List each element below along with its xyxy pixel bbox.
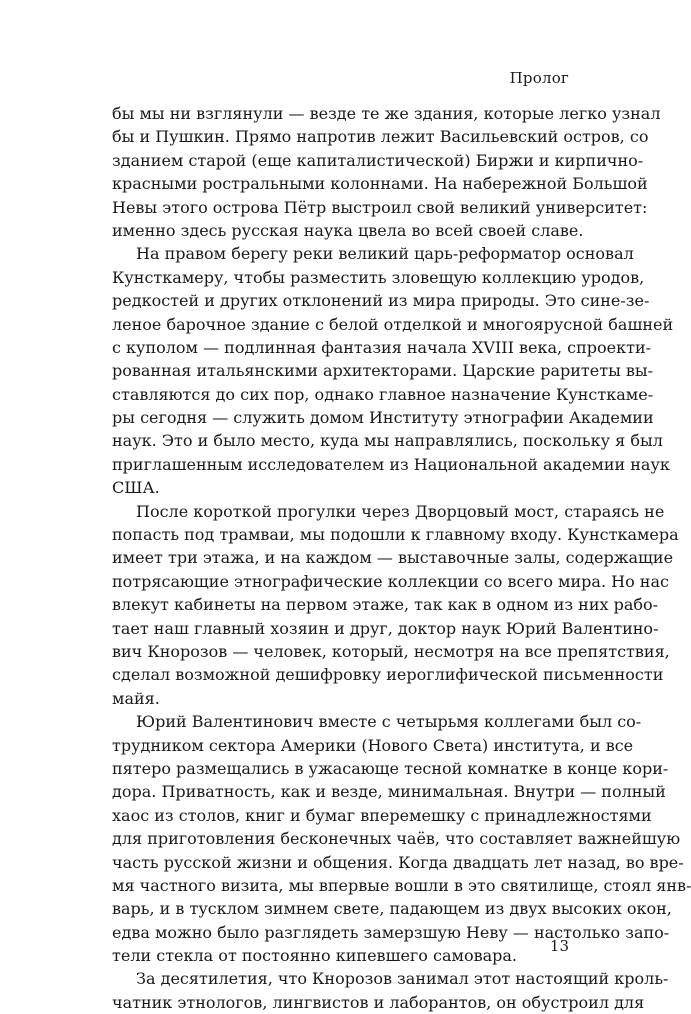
text-line: для приготовления бесконечных чаёв, что составляет важнейшую — [112, 829, 681, 849]
text-line: На правом берегу реки великий царь-реформатор основал — [136, 244, 634, 264]
text-line: трудником сектора Америки (Нового Света) института, и все — [112, 735, 634, 755]
text-line: За десятилетия, что Кнорозов занимал этот настоящий кроль- — [136, 969, 669, 989]
text-line: с куполом — подлинная фантазия начала XVIII века, спроекти- — [112, 337, 652, 357]
paragraph — [112, 102, 661, 242]
text-line: влекут кабинеты на первом этаже, так как в одном из них рабо- — [112, 595, 659, 615]
paragraph — [112, 967, 669, 1014]
text-line: мя частного визита, мы впервые вошли в это святилище, стоял янв- — [112, 875, 691, 895]
text-line: потрясающие этнографические коллекции со всего мира. Но нас — [112, 571, 669, 591]
text-line: После короткой прогулки через Дворцовый мост, стараясь не — [136, 501, 665, 521]
text-line: ставляются до сих пор, однако главное назначение Кунсткаме- — [112, 384, 654, 404]
paragraph — [112, 710, 691, 967]
text-line: тели стекла от постоянно кипевшего самовара. — [112, 946, 517, 966]
text-line: варь, и в тусклом зимнем свете, падающем из двух высоких окон, — [112, 899, 672, 919]
text-line: попасть под трамваи, мы подошли к главному входу. Кунсткамера — [112, 525, 679, 545]
text-line: Юрий Валентинович вместе с четырьмя коллегами был со- — [136, 712, 642, 732]
text-line: США. — [112, 478, 160, 498]
paragraph — [112, 500, 679, 711]
text-line: майя. — [112, 688, 160, 708]
text-line: красными ростральными колоннами. На набережной Большой — [112, 174, 648, 194]
page-number: 13 — [549, 937, 569, 955]
text-line: рованная итальянскими архитекторами. Царские раритеты вы- — [112, 361, 654, 381]
running-header: Пролог — [509, 69, 569, 87]
text-line: Кунсткамеру, чтобы разместить зловещую коллекцию уродов, — [112, 267, 645, 287]
text-line: сделал возможной дешифровку иероглифической письменности — [112, 665, 664, 685]
text-line: часть русской жизни и общения. Когда двадцать лет назад, во вре- — [112, 852, 684, 872]
text-line: хаос из столов, книг и бумаг вперемешку с принадлежностями — [112, 805, 652, 825]
text-line: чатник этнологов, лингвистов и лаборантов, он обустроил для — [112, 992, 645, 1012]
text-line: дора. Приватность, как и везде, минимальная. Внутри — полный — [112, 782, 666, 802]
text-line: приглашенным исследователем из Национальной академии наук — [112, 454, 670, 474]
text-line: бы и Пушкин. Прямо напротив лежит Васильевский остров, со — [112, 127, 649, 147]
text-line: редкостей и других отклонений из мира природы. Это сине-зе- — [112, 291, 650, 311]
text-line: зданием старой (еще капиталистической) Биржи и кирпично- — [112, 150, 644, 170]
text-line: леное барочное здание с белой отделкой и многоярусной башней — [112, 314, 674, 334]
text-line: едва можно было разглядеть замерзшую Неву — настолько запо- — [112, 922, 670, 942]
body-text — [112, 102, 691, 1014]
text-line: бы мы ни взглянули — везде те же здания, которые легко узнал — [112, 104, 661, 123]
text-line: именно здесь русская наука цвела во всей своей славе. — [112, 220, 584, 240]
text-line: вич Кнорозов — человек, который, несмотря на все препятствия, — [112, 641, 670, 661]
text-line: наук. Это и было место, куда мы направлялись, поскольку я был — [112, 431, 663, 451]
text-line: ры сегодня — служить домом Институту этнографии Академии — [112, 408, 654, 428]
text-line: имеет три этажа, и на каждом — выставочные залы, содержащие — [112, 548, 674, 568]
text-line: тает наш главный хозяин и друг, доктор наук Юрий Валентино- — [112, 618, 659, 638]
text-line: пятеро размещались в ужасающе тесной комнатке в конце кори- — [112, 758, 669, 778]
paragraph — [112, 242, 674, 499]
text-line: Невы этого острова Пётр выстроил свой великий университет: — [112, 197, 648, 217]
